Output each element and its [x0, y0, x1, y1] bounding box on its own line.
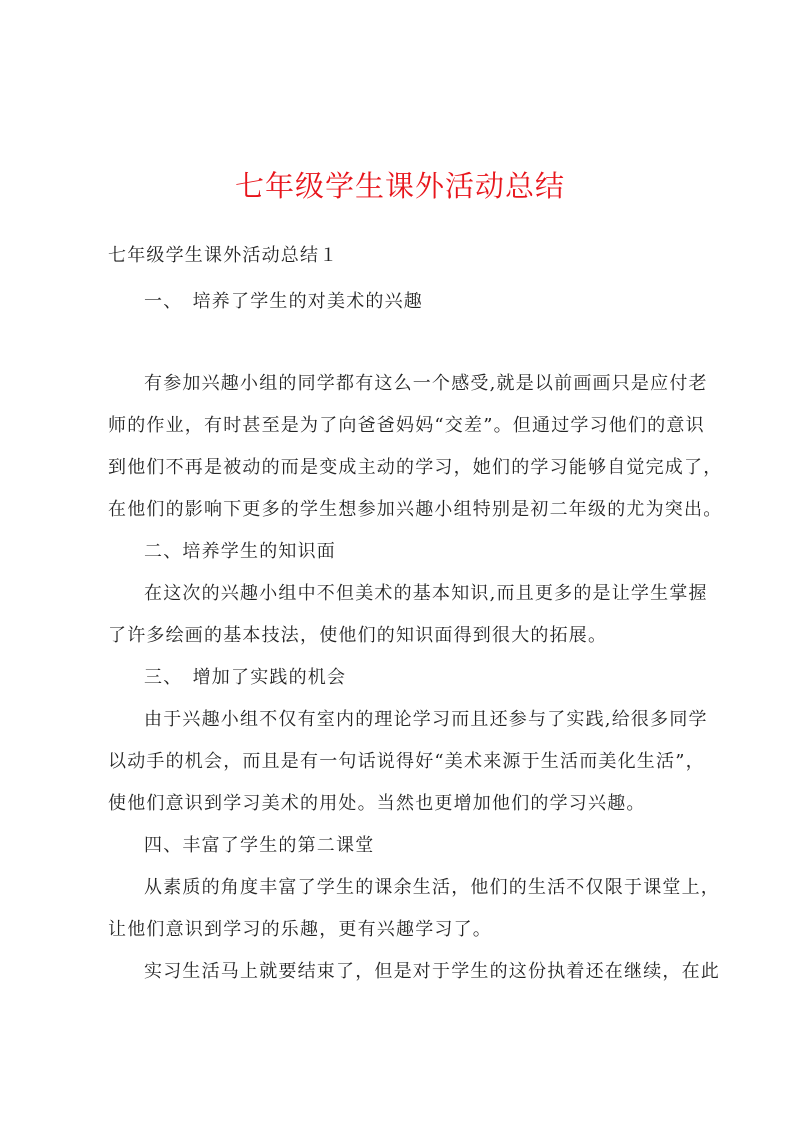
paragraph-line: 从素质的角度丰富了学生的课余生活，他们的生活不仅限于课堂上， — [144, 877, 720, 898]
paragraph-line: 在这次的兴趣小组中不但美术的基本知识,而且更多的是让学生掌握 — [144, 583, 708, 604]
section-heading-1: 一、 培养了学生的对美术的兴趣 — [144, 291, 423, 312]
paragraph-line: 到他们不再是被动的而是变成主动的学习，她们的学习能够自觉完成了， — [108, 457, 723, 478]
document-subtitle: 七年级学生课外活动总结１ — [108, 245, 339, 266]
section-heading-2: 二、培养学生的知识面 — [144, 541, 336, 562]
paragraph-line: 使他们意识到学习美术的用处。当然也更增加他们的学习兴趣。 — [108, 793, 646, 814]
paragraph-line: 让他们意识到学习的乐趣，更有兴趣学习了。 — [108, 919, 492, 940]
paragraph-line: 了许多绘画的基本技法，使他们的知识面得到很大的拓展。 — [108, 625, 608, 646]
paragraph-line: 以动手的机会，而且是有一句话说得好“美术来源于生活而美化生活”， — [108, 751, 705, 772]
document-title: 七年级学生课外活动总结 — [234, 169, 565, 203]
paragraph-line: 有参加兴趣小组的同学都有这么一个感受,就是以前画画只是应付老 — [144, 373, 708, 394]
paragraph-line: 师的作业，有时甚至是为了向爸爸妈妈“交差”。但通过学习他们的意识 — [108, 415, 705, 436]
closing-paragraph-line: 实习生活马上就要结束了，但是对于学生的这份执着还在继续，在此 — [144, 961, 720, 982]
section-heading-3: 三、 增加了实践的机会 — [144, 667, 347, 688]
paragraph-line: 在他们的影响下更多的学生想参加兴趣小组特别是初二年级的尤为突出。 — [108, 499, 723, 520]
section-heading-4: 四、丰富了学生的第二课堂 — [144, 835, 375, 856]
paragraph-line: 由于兴趣小组不仅有室内的理论学习而且还参与了实践,给很多同学 — [144, 709, 708, 730]
